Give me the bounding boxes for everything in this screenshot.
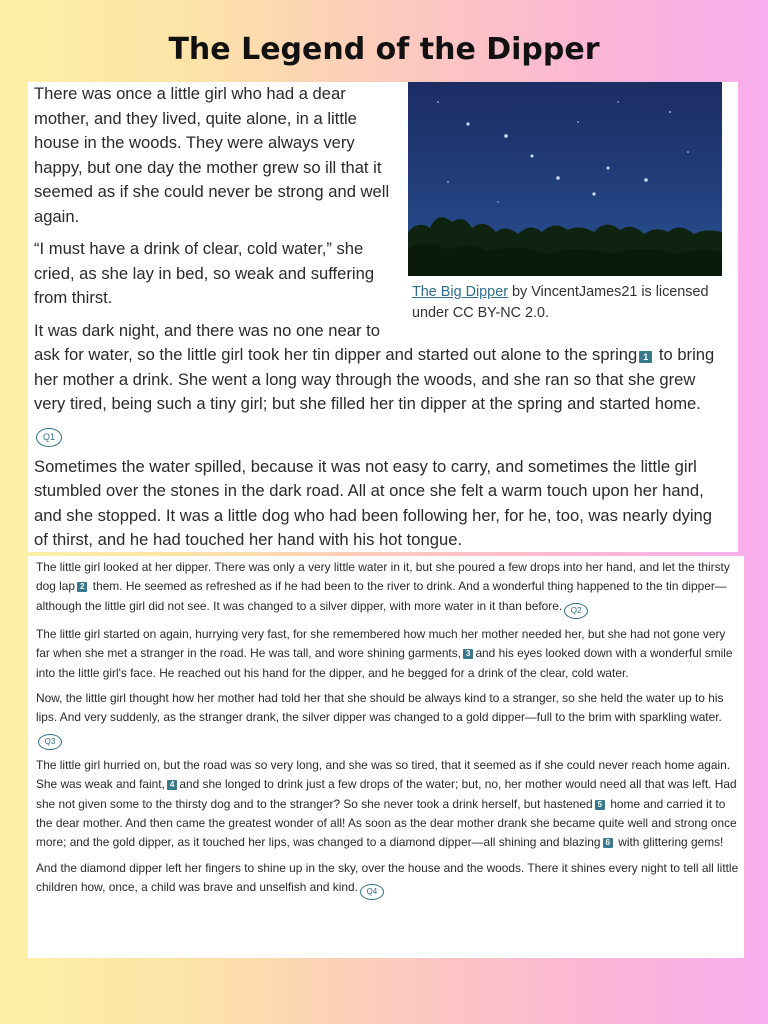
paragraph-7-text: Now, the little girl thought how her mother had told her that she should be always kind to a stranger, so she held the water up to his lips. And very suddenly, as the stranger drank, the silver dipper was changed to a gold dipper—full to the brim with sparkling water.	[36, 691, 724, 725]
paragraph-9-text: And the diamond dipper left her fingers to shine up in the sky, over the house and the woods. There it shines every night to tell all little children how, once, a child was brave and unselfish and kind.	[36, 860, 739, 895]
paragraph-5	[36, 558, 740, 619]
paragraph-8	[36, 756, 740, 853]
story-panel-top	[28, 82, 738, 552]
paragraph-3-part-a: It was dark night, and there was no one near to ask for water, so the little girl took her tin dipper and started out alone to the spring	[34, 320, 638, 364]
paragraph-6	[36, 625, 740, 683]
paragraph-2: “I must have a drink of clear, cold water,” she cried, as she lay in bed, so weak and suffering from thirst.	[34, 239, 375, 307]
paragraph-3	[34, 319, 726, 447]
question-marker-q3[interactable]: Q3	[38, 734, 62, 750]
story-text-top	[34, 82, 726, 561]
paragraph-6-part-b: and his eyes looked down with a wonderful smile into the little girl's face. He reached out his hand for the dipper, and he begged for a drink of the clear, cold water.	[36, 646, 733, 680]
big-dipper-photo	[408, 82, 722, 276]
paragraph-8-part-a: The little girl hurried on, but the road was so very long, and she was so tired, that it seemed as if she could never reach home again. She was weak and faint,	[36, 757, 730, 792]
story-panel-bottom	[28, 556, 744, 958]
vocab-marker-2[interactable]: 2	[77, 582, 87, 592]
page-title: The Legend of the Dipper	[168, 32, 600, 67]
paragraph-5-part-b: them. He seemed as refreshed as if he had been to the river to drink. And a wonderful thing happened to the tin dipper—although the little girl did not see. It was changed to a silver dipper, with more water in it than before.	[36, 579, 727, 613]
vocab-marker-4[interactable]: 4	[167, 780, 177, 790]
figure	[408, 82, 726, 324]
paragraph-3-part-b: to bring her mother a drink. She went a long way through the woods, and she ran so that she grew very tired, being such a tiny girl; but she filled her tin dipper at the spring and started home.	[34, 345, 715, 413]
paragraph-6-part-a: The little girl started on again, hurrying very fast, for she remembered how much her mother needed her, but she had not gone very far when she met a stranger in the road. He was tall, and wore shining garments,	[36, 626, 726, 661]
vocab-marker-1[interactable]: 1	[639, 351, 652, 363]
question-marker-q4[interactable]: Q4	[360, 884, 384, 900]
figure-caption	[408, 282, 726, 324]
paragraph-9	[36, 859, 740, 900]
caption-text: by VincentJames21 is licensed under CC BY-NC 2.0.	[412, 284, 709, 321]
story-text-bottom	[36, 558, 740, 906]
question-marker-q2[interactable]: Q2	[564, 603, 588, 619]
question-marker-q1[interactable]: Q1	[36, 428, 62, 447]
vocab-marker-3[interactable]: 3	[463, 649, 473, 659]
paragraph-8-part-c: home and carried it to the dear mother. And then came the greatest wonder of all! As soon as the dear mother drank she became quite well and strong once more; and the gold dipper, as it touched her lips, was changed to a diamond dipper—all shining and blazing	[36, 796, 737, 850]
paragraph-8-part-d: with glittering gems!	[614, 835, 724, 850]
paragraph-8-part-b: and she longed to drink just a few drops of the water; but, no, her mother would need all that was left. Had she not given some to the thirsty dog and to the stranger? So she never took a drink herself, but hastened	[36, 777, 737, 811]
figure-link[interactable]: The Big Dipper	[412, 284, 508, 300]
paragraph-1: There was once a little girl who had a dear mother, and they lived, quite alone, in a little house in the woods. They were always very happy, but one day the mother grew so ill that it seemed as if she could never be strong and well again.	[34, 84, 390, 226]
paragraph-4: Sometimes the water spilled, because it was not easy to carry, and sometimes the little girl stumbled over the stones in the dark road. All at once she felt a warm touch upon her hand, and she stopped. It was a little dog who had been following her, for he, too, was nearly dying of thirst, and he had touched her hand with his hot tongue.	[34, 456, 713, 549]
vocab-marker-5[interactable]: 5	[595, 800, 605, 810]
paragraph-7	[36, 689, 740, 750]
vocab-marker-6[interactable]: 6	[603, 838, 613, 848]
paragraph-5-part-a: The little girl looked at her dipper. There was only a very little water in it, but she poured a few drops into her hand, and let the thirsty dog lap	[36, 560, 730, 594]
